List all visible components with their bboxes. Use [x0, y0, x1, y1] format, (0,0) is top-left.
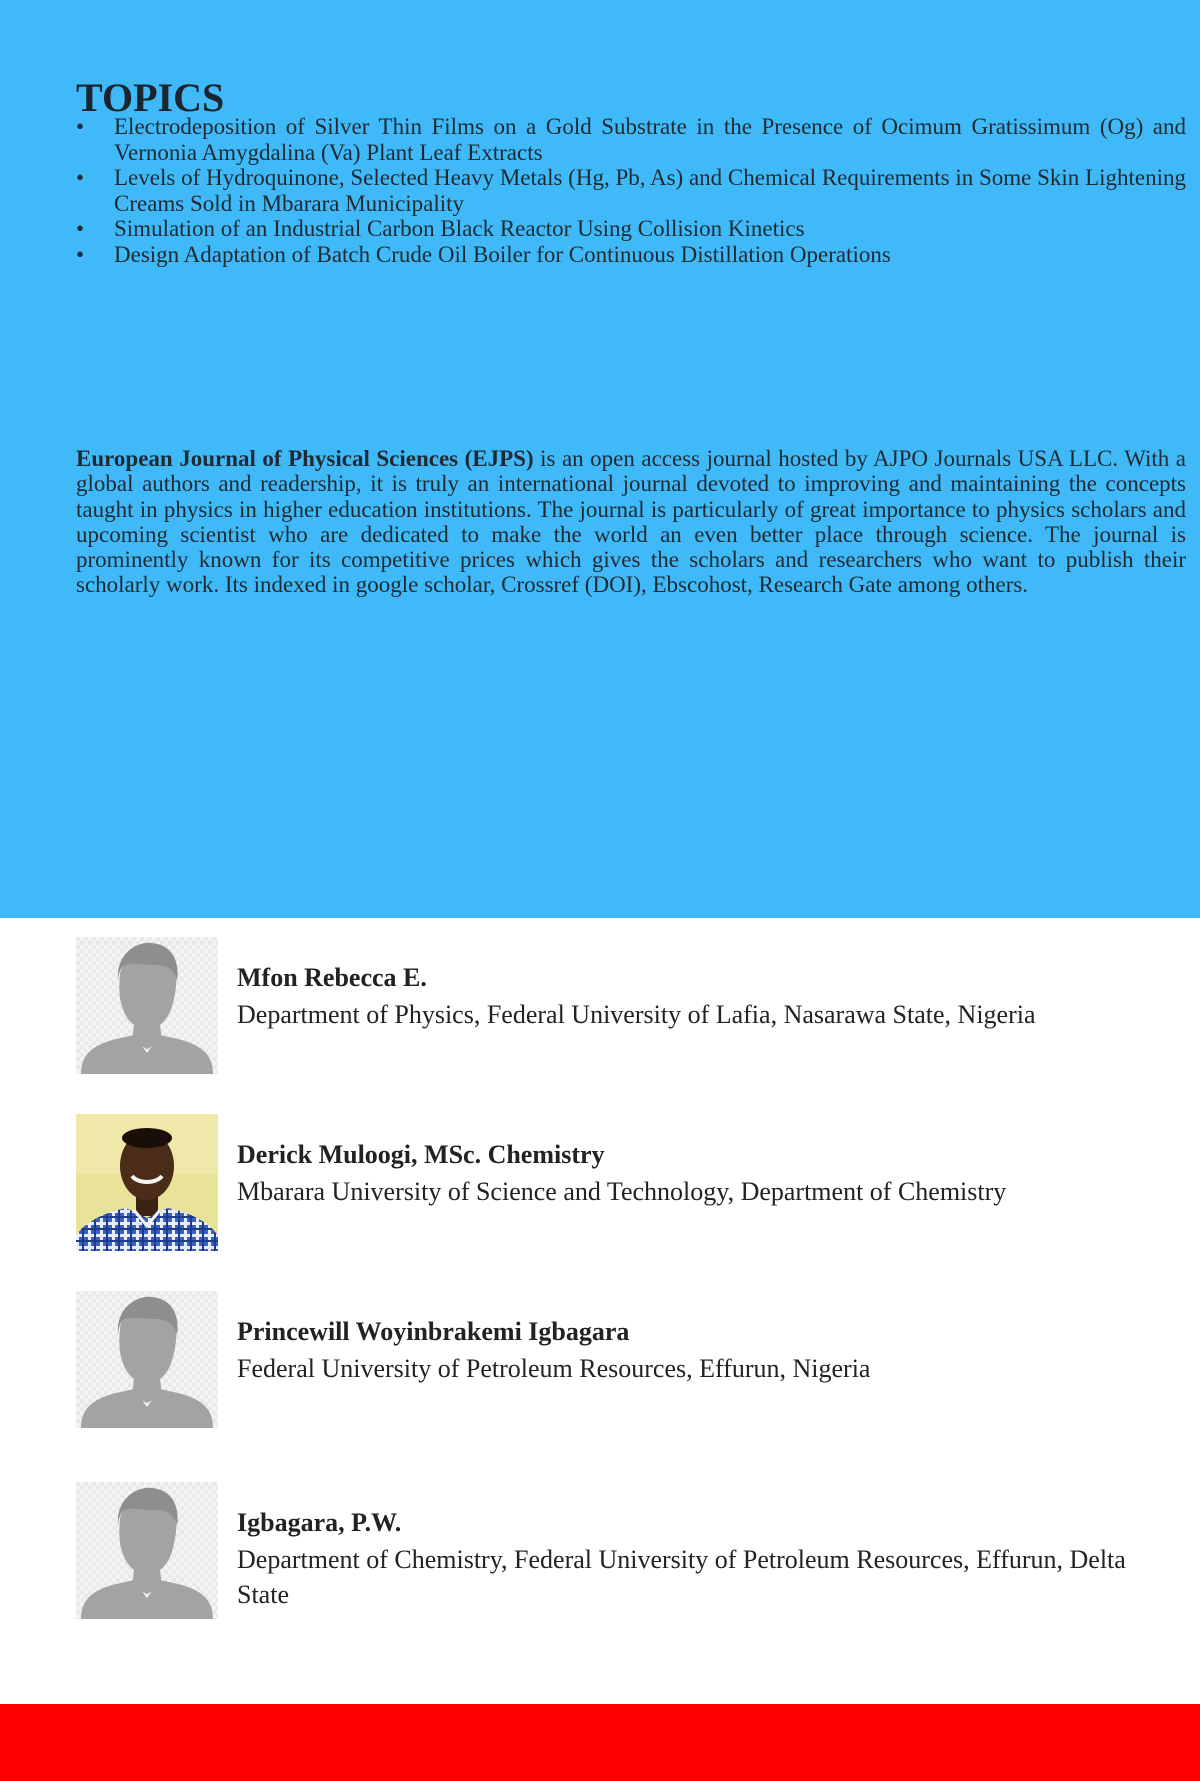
- placeholder-avatar-icon: [76, 1482, 218, 1619]
- topic-item: [76, 242, 1186, 268]
- topics-list: [76, 114, 1186, 267]
- journal-name: European Journal of Physical Sciences (EJPS): [76, 446, 534, 471]
- author-card: [76, 937, 1196, 1077]
- author-affiliation: Department of Physics, Federal University of Lafia, Nasarawa State, Nigeria: [237, 1000, 1036, 1029]
- topic-text: Electrodeposition of Silver Thin Films on a Gold Substrate in the Presence of Ocimum Gratissimum (Og) and Vernonia Amygdalina (Va) Plant Leaf Extracts: [114, 114, 1186, 165]
- bullet-icon: •: [76, 216, 85, 241]
- author-card: [76, 1114, 1196, 1254]
- author-card: [76, 1482, 1196, 1622]
- topic-text: Simulation of an Industrial Carbon Black Reactor Using Collision Kinetics: [114, 216, 805, 241]
- author-affiliation: Federal University of Petroleum Resources, Effurun, Nigeria: [237, 1354, 871, 1383]
- bullet-icon: •: [76, 241, 85, 267]
- topic-text: Levels of Hydroquinone, Selected Heavy Metals (Hg, Pb, As) and Chemical Requirements in Some Skin Lightening Creams Sold in Mbarara Municipality: [114, 165, 1186, 216]
- topic-item: [76, 114, 1186, 165]
- topic-text: Design Adaptation of Batch Crude Oil Boiler for Continuous Distillation Operations: [114, 241, 891, 267]
- author-card: [76, 1291, 1196, 1431]
- author-name: Derick Muloogi, MSc. Chemistry: [237, 1140, 605, 1169]
- bullet-icon: •: [76, 114, 85, 139]
- placeholder-avatar-icon: [76, 1291, 218, 1428]
- author-name: Igbagara, P.W.: [237, 1508, 402, 1537]
- journal-description-text: is an open access journal hosted by AJPO Journals USA LLC. With a global authors and readership, it is truly an international journal devoted to improving and maintaining the concepts taught in physics in higher education institutions. The journal is particularly of great importance to physics scholars and upcoming scientist who are dedicated to make the world an even better place through science. The journal is prominently known for its competitive prices which gives the scholars and researchers who want to publish their scholarly work. Its indexed in google scholar, Crossref (DOI), Ebscohost, Research Gate among others.: [76, 446, 1186, 598]
- journal-description: [76, 446, 1186, 598]
- author-name: Princewill Woyinbrakemi Igbagara: [237, 1317, 630, 1346]
- author-affiliation: Department of Chemistry, Federal University of Petroleum Resources, Effurun, Delta State: [237, 1545, 1126, 1609]
- topics-heading: TOPICS: [76, 75, 225, 120]
- author-photo: [76, 1114, 218, 1251]
- bullet-icon: •: [76, 165, 85, 190]
- author-name: Mfon Rebecca E.: [237, 963, 427, 992]
- footer-bar: [0, 1704, 1200, 1781]
- author-affiliation: Mbarara University of Science and Technology, Department of Chemistry: [237, 1177, 1007, 1206]
- topic-item: [76, 165, 1186, 216]
- placeholder-avatar-icon: [76, 937, 218, 1074]
- topic-item: [76, 216, 1186, 242]
